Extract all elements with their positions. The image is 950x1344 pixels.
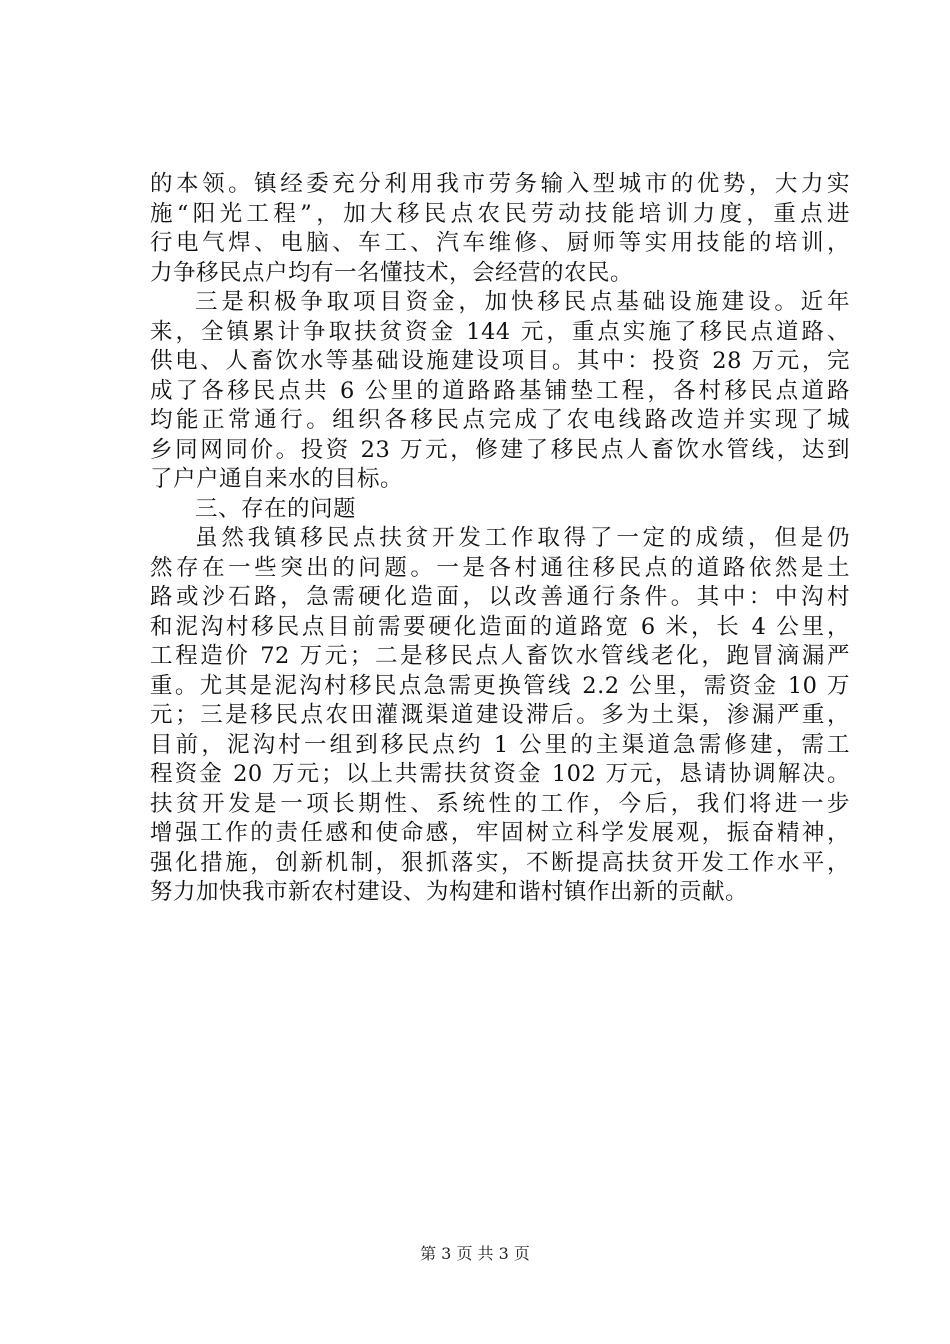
- text-line: 工程造价 72 万元；二是移民点人畜饮水管线老化，跑冒滴漏严: [150, 643, 850, 669]
- text-line: 和泥沟村移民点目前需要硬化造面的道路宽 6 米，长 4 公里，: [150, 613, 850, 640]
- page-footer: [0, 1244, 950, 1264]
- text-line: 目前，泥沟村一组到移民点约 1 公里的主渠道急需修建，需工: [150, 731, 850, 758]
- text-line: 成了各移民点共 6 公里的道路路基铺垫工程，各村移民点道路: [150, 377, 850, 404]
- section-heading: 三、存在的问题: [195, 495, 357, 522]
- text-line: 供电、人畜饮水等基础设施建设项目。其中：投资 28 万元，完: [150, 348, 850, 374]
- text-line: 努力加快我市新农村建设、为构建和谐村镇作出新的贡献。: [150, 879, 749, 905]
- text-line: 增强工作的责任感和使命感，牢固树立科学发展观，振奋精神，: [150, 820, 850, 846]
- text-line: 强化措施，创新机制，狠抓落实，不断提高扶贫开发工作水平，: [150, 849, 850, 876]
- text-line: 施“阳光工程”，加大移民点农民劳动技能培训力度，重点进: [150, 200, 850, 227]
- page-number: 第 3 页 共 3 页: [420, 1244, 530, 1263]
- text-line: 乡同网同价。投资 23 万元，修建了移民点人畜饮水管线，达到: [150, 436, 850, 463]
- text-line: 力争移民点户均有一名懂技术，会经营的农民。: [150, 259, 634, 286]
- text-line: 程资金 20 万元；以上共需扶贫资金 102 万元，恳请协调解决。: [150, 761, 850, 787]
- text-line: 了户户通自来水的目标。: [150, 466, 404, 492]
- text-line: 行电气焊、电脑、车工、汽车维修、厨师等实用技能的培训，: [150, 230, 850, 256]
- text-line: 的本领。镇经委充分利用我市劳务输入型城市的优势，大力实: [150, 171, 850, 197]
- body-text: [150, 170, 850, 908]
- text-line: 路或沙石路，急需硬化造面，以改善通行条件。其中：中沟村: [150, 584, 850, 610]
- text-line: 均能正常通行。组织各移民点完成了农电线路改造并实现了城: [150, 407, 850, 433]
- text-line: 扶贫开发是一项长期性、系统性的工作，今后，我们将进一步: [150, 790, 850, 817]
- text-line: 重。尤其是泥沟村移民点急需更换管线 2.2 公里，需资金 10 万: [150, 672, 850, 699]
- text-line: 三是积极争取项目资金，加快移民点基础设施建设。近年: [195, 289, 850, 315]
- text-line: 元；三是移民点农田灌溉渠道建设滞后。多为土渠，渗漏严重，: [150, 702, 850, 728]
- text-line: 然存在一些突出的问题。一是各村通往移民点的道路依然是土: [150, 554, 850, 581]
- text-line: 来，全镇累计争取扶贫资金 144 元，重点实施了移民点道路、: [150, 318, 850, 345]
- text-line: 虽然我镇移民点扶贫开发工作取得了一定的成绩，但是仍: [195, 525, 850, 551]
